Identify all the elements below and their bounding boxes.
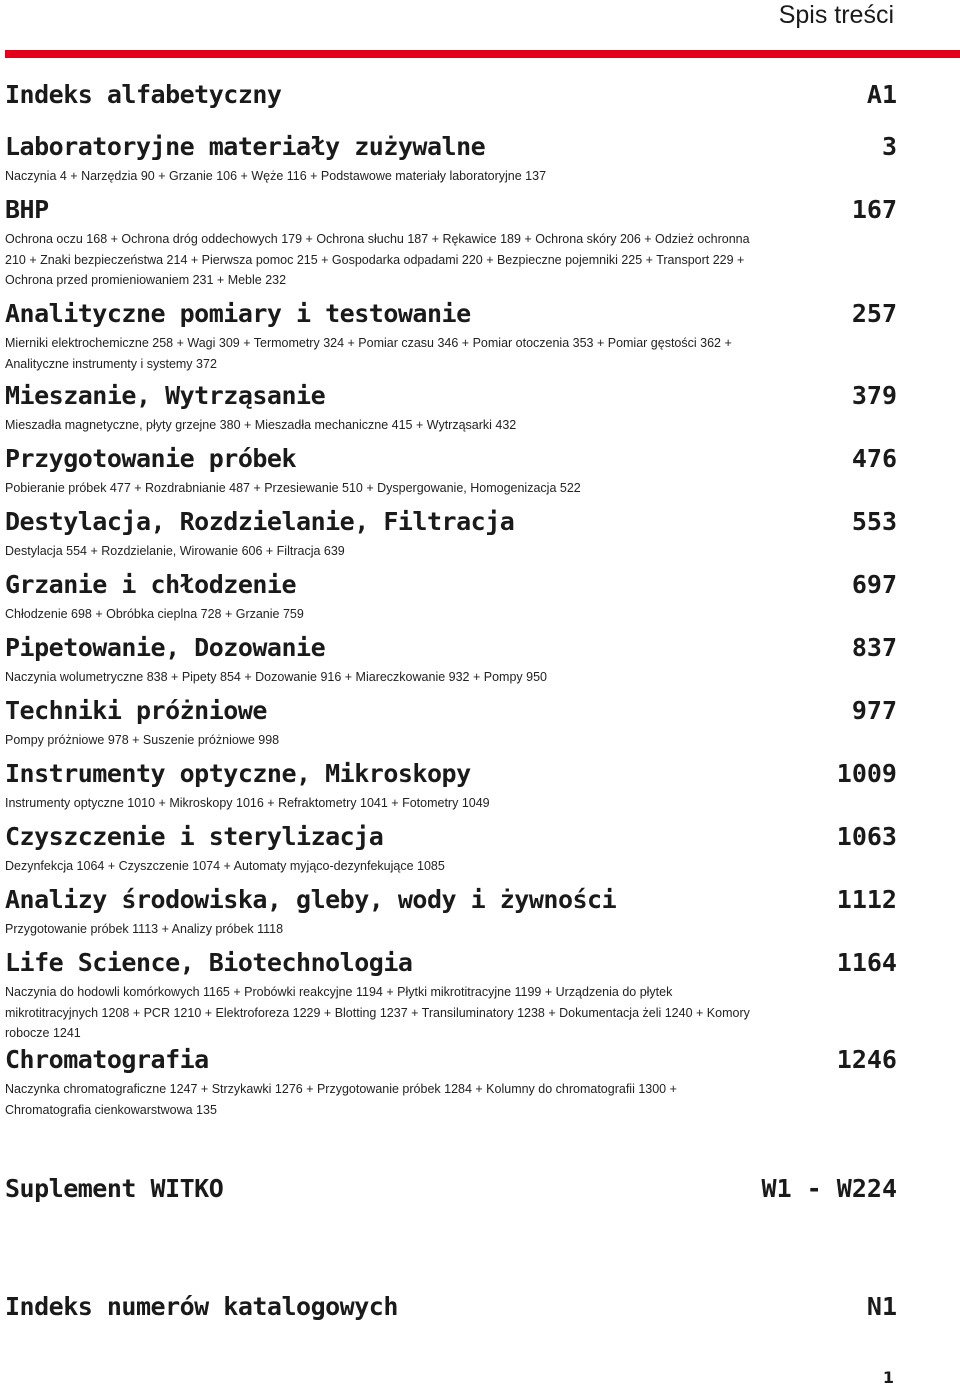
toc-entry[interactable]: [5, 566, 897, 629]
toc-subtopics: Naczynka chromatograficzne 1247 + Strzykawki 1276 + Przygotowanie próbek 1284 + Kolumny do chromatografii 1300 + Chromatografia cienkowarstwowa 135: [5, 1082, 677, 1117]
toc-subtopics: Destylacja 554 + Rozdzielanie, Wirowanie 606 + Filtracja 639: [5, 544, 345, 558]
catalog-index-title[interactable]: Indeks numerów katalogowych: [5, 1292, 398, 1321]
toc-subtopics: Pompy próżniowe 978 + Suszenie próżniowe 998: [5, 733, 280, 747]
page-header-title: Spis treści: [778, 1, 894, 29]
toc-title[interactable]: Instrumenty optyczne, Mikroskopy: [5, 759, 471, 788]
toc-title[interactable]: Grzanie i chłodzenie: [5, 570, 297, 599]
toc-page[interactable]: 3: [881, 132, 897, 161]
red-divider: [5, 50, 960, 58]
toc-subtopics: Naczynia do hodowli komórkowych 1165 + Probówki reakcyjne 1194 + Płytki mikrotitracyjne 1199 + Urządzenia do płytek mikrotitracyjnych 1208 + PCR 1210 + Elektroforeza 1229 + Blotting 1237 + Transiluminatory 1238 + Dokumentacja żeli 1240 + Komory robocze 1241: [5, 985, 750, 1040]
toc-page[interactable]: 697: [851, 570, 897, 599]
toc-page[interactable]: 379: [851, 381, 897, 410]
toc-page[interactable]: 476: [851, 444, 897, 473]
toc-page[interactable]: 257: [851, 299, 897, 328]
toc-title[interactable]: Laboratoryjne materiały zużywalne: [5, 132, 486, 161]
toc-subtopics: Ochrona oczu 168 + Ochrona dróg oddechowych 179 + Ochrona słuchu 187 + Rękawice 189 + Ochrona skóry 206 + Odzież ochronna 210 + Znaki bezpieczeństwa 214 + Pierwsza pomoc 215 + Gospodarka odpadami 220 + Bezpieczne pojemniki 225 + Transport 229 + Ochrona przed promieniowaniem 231 + Meble 232: [5, 232, 750, 287]
toc-title[interactable]: Analizy środowiska, gleby, wody i żywności: [5, 885, 617, 914]
toc-entry[interactable]: [5, 503, 897, 566]
toc-page[interactable]: 837: [851, 633, 897, 662]
toc-page[interactable]: 1164: [836, 948, 897, 977]
toc-entry[interactable]: [5, 692, 897, 755]
toc-entry[interactable]: [5, 944, 897, 1041]
toc-page[interactable]: 1063: [836, 822, 897, 851]
supplement-pages[interactable]: W1 - W224: [761, 1174, 897, 1203]
toc-page[interactable]: 977: [851, 696, 897, 725]
toc-title[interactable]: BHP: [5, 195, 49, 224]
toc-entry[interactable]: [5, 440, 897, 503]
toc-title[interactable]: Analityczne pomiary i testowanie: [5, 299, 471, 328]
page-number: 1: [882, 1368, 894, 1387]
toc-title[interactable]: Mieszanie, Wytrząsanie: [5, 381, 326, 410]
toc-subtopics: Pobieranie próbek 477 + Rozdrabnianie 487 + Przesiewanie 510 + Dyspergowanie, Homogenizacja 522: [5, 481, 581, 495]
toc-subtopics: Instrumenty optyczne 1010 + Mikroskopy 1016 + Refraktometry 1041 + Fotometry 1049: [5, 796, 490, 810]
toc-subtopics: Naczynia wolumetryczne 838 + Pipety 854 + Dozowanie 916 + Miareczkowanie 932 + Pompy 950: [5, 670, 547, 684]
toc-subtopics: Naczynia 4 + Narzędzia 90 + Grzanie 106 + Węże 116 + Podstawowe materiały laboratoryjne 137: [5, 169, 547, 183]
supplement-entry[interactable]: [5, 1170, 897, 1288]
toc-entry[interactable]: [5, 755, 897, 818]
toc-page[interactable]: 553: [851, 507, 897, 536]
toc-title[interactable]: Indeks alfabetyczny: [5, 80, 282, 109]
toc-page[interactable]: 167: [851, 195, 897, 224]
table-of-contents: [5, 76, 897, 1328]
toc-title[interactable]: Techniki próżniowe: [5, 696, 267, 725]
toc-entry[interactable]: [5, 881, 897, 944]
catalog-index-page[interactable]: N1: [866, 1292, 897, 1321]
toc-subtopics: Chłodzenie 698 + Obróbka cieplna 728 + Grzanie 759: [5, 607, 304, 621]
toc-subtopics: Mieszadła magnetyczne, płyty grzejne 380 + Mieszadła mechaniczne 415 + Wytrząsarki 432: [5, 418, 517, 432]
supplement-title[interactable]: Suplement WITKO: [5, 1174, 224, 1203]
catalog-index-entry[interactable]: [5, 1288, 897, 1328]
toc-entry[interactable]: [5, 128, 897, 191]
toc-entry[interactable]: [5, 377, 897, 440]
toc-title[interactable]: Life Science, Biotechnologia: [5, 948, 413, 977]
toc-page[interactable]: A1: [866, 80, 897, 109]
toc-entry[interactable]: [5, 76, 897, 128]
toc-entry[interactable]: [5, 818, 897, 881]
toc-entry[interactable]: [5, 1041, 897, 1125]
toc-page[interactable]: 1009: [836, 759, 897, 788]
toc-entry[interactable]: [5, 295, 897, 377]
toc-subtopics: Przygotowanie próbek 1113 + Analizy próbek 1118: [5, 922, 284, 936]
toc-entry[interactable]: [5, 191, 897, 295]
toc-title[interactable]: Czyszczenie i sterylizacja: [5, 822, 384, 851]
toc-title[interactable]: Chromatografia: [5, 1045, 209, 1074]
toc-page[interactable]: 1246: [836, 1045, 897, 1074]
toc-subtopics: Mierniki elektrochemiczne 258 + Wagi 309 + Termometry 324 + Pomiar czasu 346 + Pomiar otoczenia 353 + Pomiar gęstości 362 + Analityczne instrumenty i systemy 372: [5, 336, 732, 371]
toc-page[interactable]: 1112: [836, 885, 897, 914]
toc-title[interactable]: Pipetowanie, Dozowanie: [5, 633, 326, 662]
toc-title[interactable]: Destylacja, Rozdzielanie, Filtracja: [5, 507, 515, 536]
toc-entry[interactable]: [5, 629, 897, 692]
toc-title[interactable]: Przygotowanie próbek: [5, 444, 297, 473]
toc-subtopics: Dezynfekcja 1064 + Czyszczenie 1074 + Automaty myjąco-dezynfekujące 1085: [5, 859, 445, 873]
